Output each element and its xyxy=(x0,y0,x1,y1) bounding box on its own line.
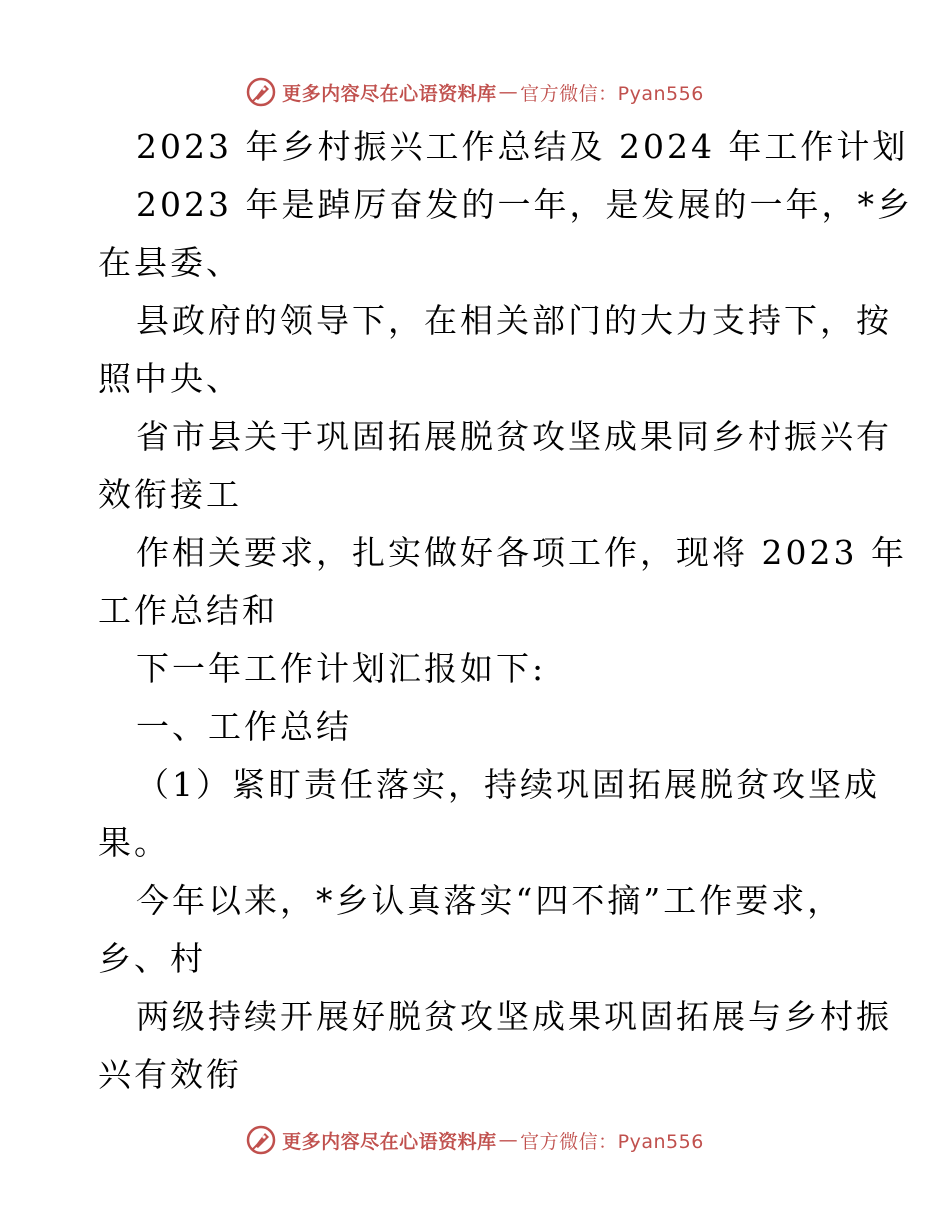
document-line: 下一年工作计划汇报如下: xyxy=(136,649,547,688)
document-line: 一、工作总结 xyxy=(136,707,352,746)
watermark-brand: 更多内容尽在心语资料库 xyxy=(282,1130,497,1153)
pen-nib-logo-icon xyxy=(246,77,276,107)
document-line: 效衔接工 xyxy=(98,475,242,514)
document-body xyxy=(98,118,913,1104)
watermark-header xyxy=(0,72,950,112)
document-line: 省市县关于巩固拓展脱贫攻坚成果同乡村振兴有 xyxy=(136,417,892,456)
document-line: 在县委、 xyxy=(98,243,242,282)
document-line: 作相关要求，扎实做好各项工作，现将 2023 年 xyxy=(136,533,907,572)
document-line: （1）紧盯责任落实，持续巩固拓展脱贫攻坚成 xyxy=(136,765,880,804)
document-line: 2023 年乡村振兴工作总结及 2024 年工作计划 xyxy=(136,127,909,166)
document-line: 2023 年是踔厉奋发的一年，是发展的一年，*乡 xyxy=(136,185,913,224)
watermark-separator: — xyxy=(498,81,519,103)
pen-nib-logo-icon xyxy=(246,1125,276,1155)
document-line: 照中央、 xyxy=(98,359,242,398)
watermark-contact: 官方微信：Pyan556 xyxy=(520,82,704,105)
document-line: 县政府的领导下，在相关部门的大力支持下，按 xyxy=(136,301,892,340)
document-line: 果。 xyxy=(98,823,170,862)
watermark-footer xyxy=(0,1120,950,1160)
document-line: 两级持续开展好脱贫攻坚成果巩固拓展与乡村振 xyxy=(136,997,892,1036)
document-line: 乡、村 xyxy=(98,939,206,978)
document-line: 兴有效衔 xyxy=(98,1055,242,1094)
watermark-separator: — xyxy=(498,1129,519,1151)
watermark-brand: 更多内容尽在心语资料库 xyxy=(282,82,497,105)
document-line: 今年以来，*乡认真落实“四不摘”工作要求， xyxy=(136,881,844,920)
watermark-contact: 官方微信：Pyan556 xyxy=(520,1130,704,1153)
document-line: 工作总结和 xyxy=(98,591,278,630)
